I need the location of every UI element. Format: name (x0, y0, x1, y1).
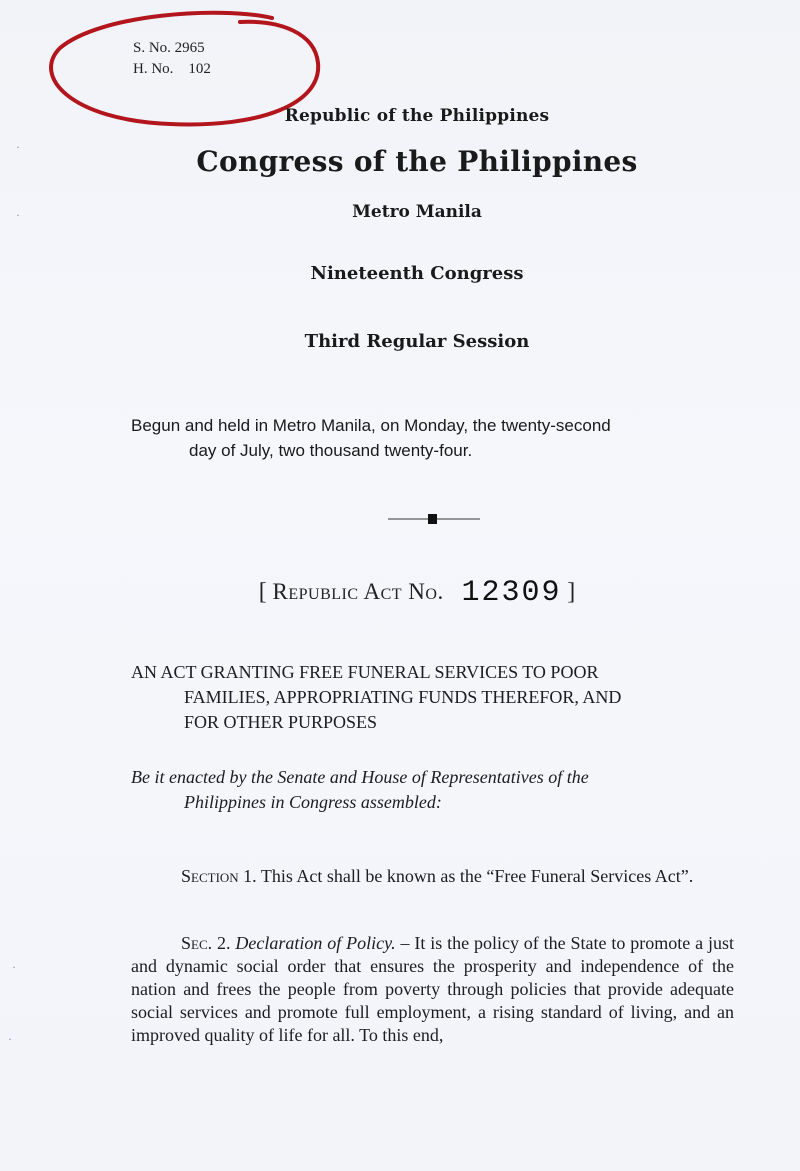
margin-mark: · (16, 208, 20, 222)
section-1-heading: Section 1. (181, 866, 257, 886)
republic-act-number (0, 575, 800, 609)
congress-number-heading: Nineteenth Congress (310, 263, 524, 284)
begun-line-2: day of July, two thousand twenty-four. (189, 441, 473, 460)
location-heading: Metro Manila (352, 202, 482, 222)
enacting-clause (131, 765, 741, 815)
republic-act-label: Republic Act No. (272, 579, 444, 604)
divider-ornament (388, 511, 480, 527)
title-line-2: FAMILIES, APPROPRIATING FUNDS THEREFOR, AND (184, 687, 622, 707)
house-bill-number: H. No. 102 (133, 61, 211, 77)
session-heading: Third Regular Session (304, 331, 530, 352)
title-line-1: AN ACT GRANTING FREE FUNERAL SERVICES TO POOR (131, 662, 599, 682)
margin-mark: · (12, 960, 16, 974)
section-1 (131, 864, 734, 888)
act-title (131, 660, 741, 735)
begun-line-1: Begun and held in Metro Manila, on Monday, the twenty-second (131, 416, 611, 435)
section-2 (131, 932, 734, 1047)
title-line-3: FOR OTHER PURPOSES (184, 712, 378, 732)
enacting-line-2: Philippines in Congress assembled: (184, 792, 442, 812)
republic-heading: Republic of the Philippines (284, 106, 550, 126)
margin-mark: · (16, 140, 20, 154)
section-1-text: This Act shall be known as the “Free Funeral Services Act”. (260, 866, 694, 886)
begun-statement (131, 413, 741, 463)
close-bracket: ] (567, 579, 576, 605)
act-number: 12309 (461, 576, 562, 610)
section-2-heading: Sec. 2. (181, 933, 231, 953)
senate-bill-number: S. No. 2965 (133, 40, 205, 56)
section-2-subheading: Declaration of Policy. (235, 933, 396, 953)
section-2-text: – It is the policy of the State to promote a just and dynamic social order that ensures the prosperity and independence of the nation and frees the people from poverty through policies that provide adequate social services and promote full employment, a rising standard of living, and an improved quality of life for all. To this end, (131, 933, 735, 1045)
open-bracket: [ (258, 579, 267, 605)
margin-mark: · (8, 1032, 12, 1046)
enacting-line-1: Be it enacted by the Senate and House of Representatives of the (131, 767, 589, 787)
bill-numbers (133, 38, 211, 80)
congress-heading: Congress of the Philippines (196, 145, 638, 178)
